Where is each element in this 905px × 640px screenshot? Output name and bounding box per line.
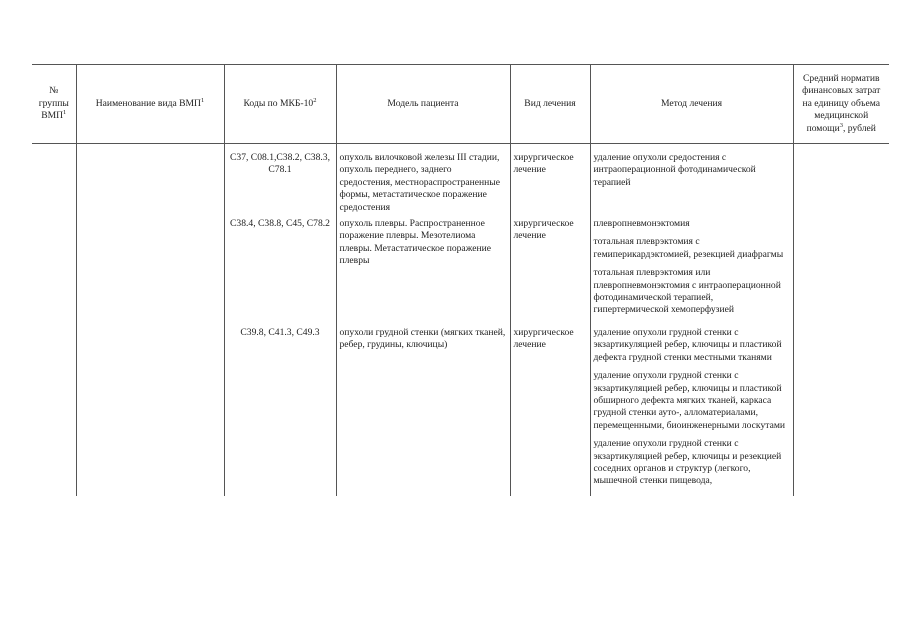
treatment-type: хирургическое лечение <box>510 216 590 325</box>
treatment-type: хирургическое лечение <box>510 150 590 216</box>
method-item: тотальная плеврэктомия с гемиперикардэктомией, резекцией диафрагмы <box>593 236 784 260</box>
method-item: удаление опухоли грудной стенки с экзартикуляцией ребер, ключицы и резекцией соседних органов и структур (легкого, мышечной стенки пищевода, <box>593 438 782 487</box>
method-item: удаление опухоли грудной стенки с экзартикуляцией ребер, ключицы и пластикой дефекта грудной стенки местными тканями <box>593 326 782 363</box>
method-item: плевропневмонэктомия <box>593 218 690 230</box>
header-model: Модель пациента <box>336 65 510 144</box>
header-name: Наименование вида ВМП$^1$ <box>76 65 224 144</box>
header-row <box>32 65 889 144</box>
method-item: удаление опухоли средостения с интраоперационной фотодинамической терапией <box>593 152 756 188</box>
table-row <box>32 150 889 216</box>
method-item: удаление опухоли грудной стенки с экзартикуляцией ребер, ключицы и пластикой обширного дефекта мягких тканей, каркаса грудной стенки ауто-, алломатериалами, перемещенными, биоинженерными лоскутами <box>593 370 786 431</box>
table-row <box>32 216 889 325</box>
icd-codes: C37, C08.1,C38.2, C38.3, C78.1 <box>224 150 336 216</box>
method-item: тотальная плеврэктомия или плевропневмонэктомия с интраоперационной фотодинамической терапией, гипертермической хемоперфузией <box>593 267 781 316</box>
treatment-methods <box>590 150 793 216</box>
header-cost: Средний норматив финансовых затрат на единицу объема медицинской помощи$^3$, рублей <box>793 65 889 144</box>
vmp-table <box>32 64 889 496</box>
treatment-methods <box>590 325 793 496</box>
header-group-no: № группы ВМП$^1$ <box>32 65 76 144</box>
treatment-methods <box>590 216 793 325</box>
treatment-type: хирургическое лечение <box>510 325 590 496</box>
header-codes: Коды по МКБ-$10^2$ <box>224 65 336 144</box>
table-row <box>32 325 889 496</box>
header-method: Метод лечения <box>590 65 793 144</box>
icd-codes: C38.4, C38.8, C45, C78.2 <box>224 216 336 325</box>
header-treatment: Вид лечения <box>510 65 590 144</box>
icd-codes: C39.8, C41.3, C49.3 <box>224 325 336 496</box>
patient-model: опухоль вилочковой железы III стадии, опухоль переднего, заднего средостения, местнораспространенные формы, метастатическое поражение средостения <box>336 150 510 216</box>
patient-model: опухоль плевры. Распространенное поражение плевры. Мезотелиома плевры. Метастатическое поражение плевры <box>336 216 510 325</box>
patient-model: опухоли грудной стенки (мягких тканей, ребер, грудины, ключицы) <box>336 325 510 496</box>
